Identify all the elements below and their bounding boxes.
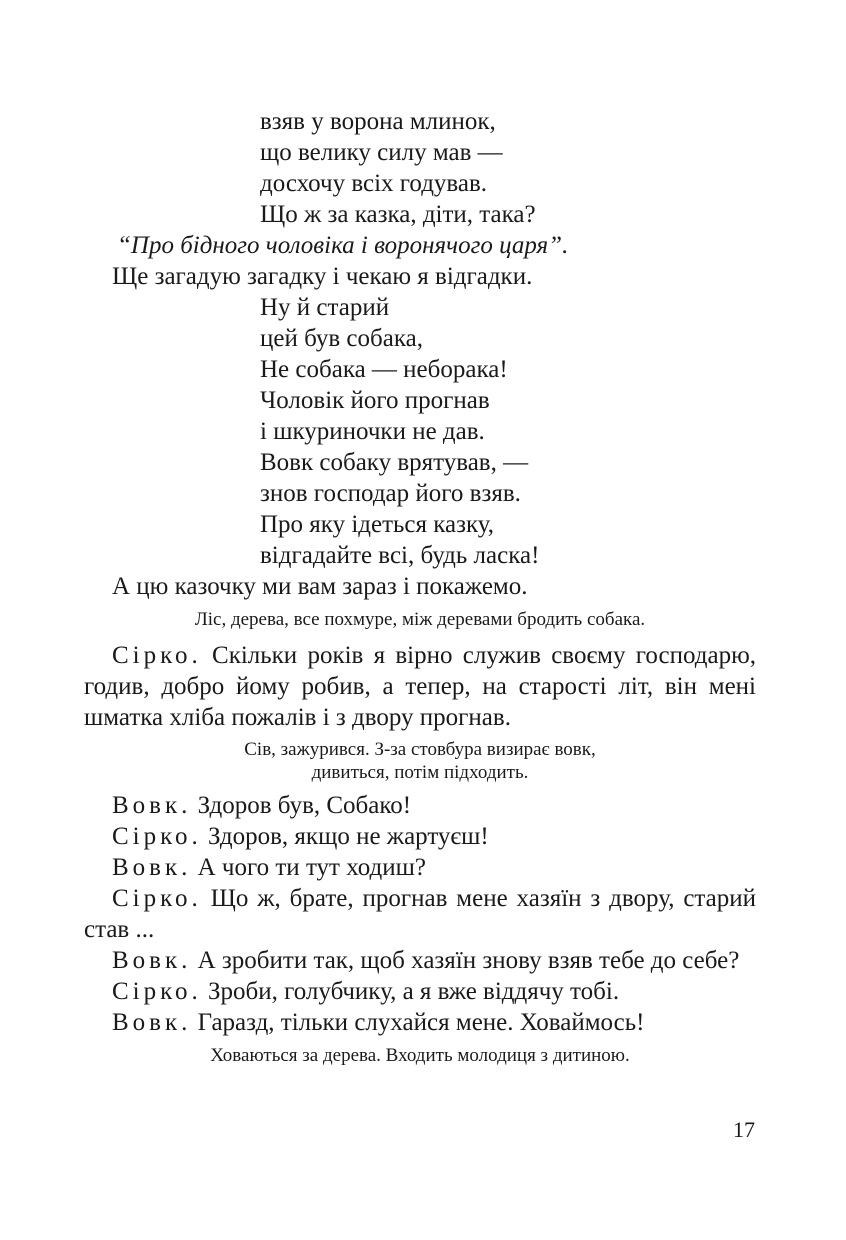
- dialogue-text: А зробити так, щоб хазяїн знову взяв тебе до себе?: [197, 947, 740, 974]
- verse-line: цей був собака,: [260, 325, 423, 352]
- verse-line: відгадайте всі, будь ласка!: [260, 542, 540, 569]
- speaker-name: Вовк.: [112, 792, 192, 819]
- dialogue-line: [112, 790, 411, 821]
- dialogue-line: став ...: [84, 916, 155, 943]
- dialogue-line: годив, добро йому робив, а тепер, на старості літ, він мені: [84, 673, 756, 700]
- dialogue-text: Здоров, якщо не жартуєш!: [208, 823, 489, 850]
- speaker-name: Сірко.: [112, 978, 202, 1005]
- speaker-name: Сірко.: [112, 642, 202, 669]
- speaker-name: Вовк.: [112, 947, 192, 974]
- stage-direction: Ліс, дерева, все похмуре, між деревами бродить собака.: [194, 609, 646, 630]
- verse-line: що велику силу мав —: [260, 139, 503, 166]
- narration-line: А цю казочку ми вам зараз і покажемо.: [112, 573, 528, 600]
- verse-line: Вовк собаку врятував, —: [260, 449, 529, 476]
- verse-line: Чоловік його прогнав: [260, 387, 490, 414]
- stage-direction: Сів, зажурився. З-за стовбура визирає вовк,: [244, 739, 596, 760]
- speaker-name: Сірко.: [112, 823, 202, 850]
- dialogue-line: [112, 640, 756, 671]
- verse-line: знов господар його взяв.: [260, 480, 521, 507]
- dialogue-text: Зроби, голубчику, а я вже віддячу тобі.: [208, 978, 620, 1005]
- verse-line: Що ж за казка, діти, така?: [260, 201, 536, 228]
- dialogue-line: [112, 1007, 644, 1038]
- dialogue-line: [112, 976, 619, 1007]
- speaker-name: Сірко.: [112, 885, 202, 912]
- page-number: 17: [733, 1117, 755, 1142]
- verse-line: досхочу всіх годував.: [260, 170, 488, 197]
- dialogue-line: [112, 852, 426, 883]
- dialogue-line: шматка хліба пожалів і з двору прогнав.: [84, 704, 511, 731]
- speaker-name: Вовк.: [112, 854, 192, 881]
- dialogue-text: Скільки років я вірно служив своєму господарю,: [212, 642, 757, 669]
- narration-line: Ще загадую загадку і чекаю я відгадки.: [112, 263, 533, 290]
- dialogue-line: [112, 945, 739, 976]
- dialogue-line: [112, 821, 489, 852]
- dialogue-text: Гаразд, тільки слухайся мене. Ховаймось!: [197, 1009, 645, 1036]
- stage-direction: Ховаються за дерева. Входить молодиця з дитиною.: [210, 1045, 630, 1066]
- verse-line: взяв у ворона млинок,: [260, 108, 496, 135]
- riddle-answer: “Про бідного чоловіка і воронячого царя”.: [117, 232, 569, 259]
- dialogue-line: [112, 883, 756, 914]
- stage-direction: дивиться, потім підходить.: [311, 762, 529, 783]
- verse-line: і шкуриночки не дав.: [260, 418, 485, 445]
- verse-line: Про яку ідеться казку,: [260, 511, 495, 538]
- dialogue-text: Здоров був, Собако!: [197, 792, 412, 819]
- speaker-name: Вовк.: [112, 1009, 192, 1036]
- dialogue-text: Що ж, брате, прогнав мене хазяїн з двору, старий: [210, 885, 757, 912]
- verse-line: Ну й старий: [260, 294, 390, 321]
- dialogue-text: А чого ти тут ходиш?: [197, 854, 426, 881]
- verse-line: Не собака — неборака!: [260, 356, 508, 383]
